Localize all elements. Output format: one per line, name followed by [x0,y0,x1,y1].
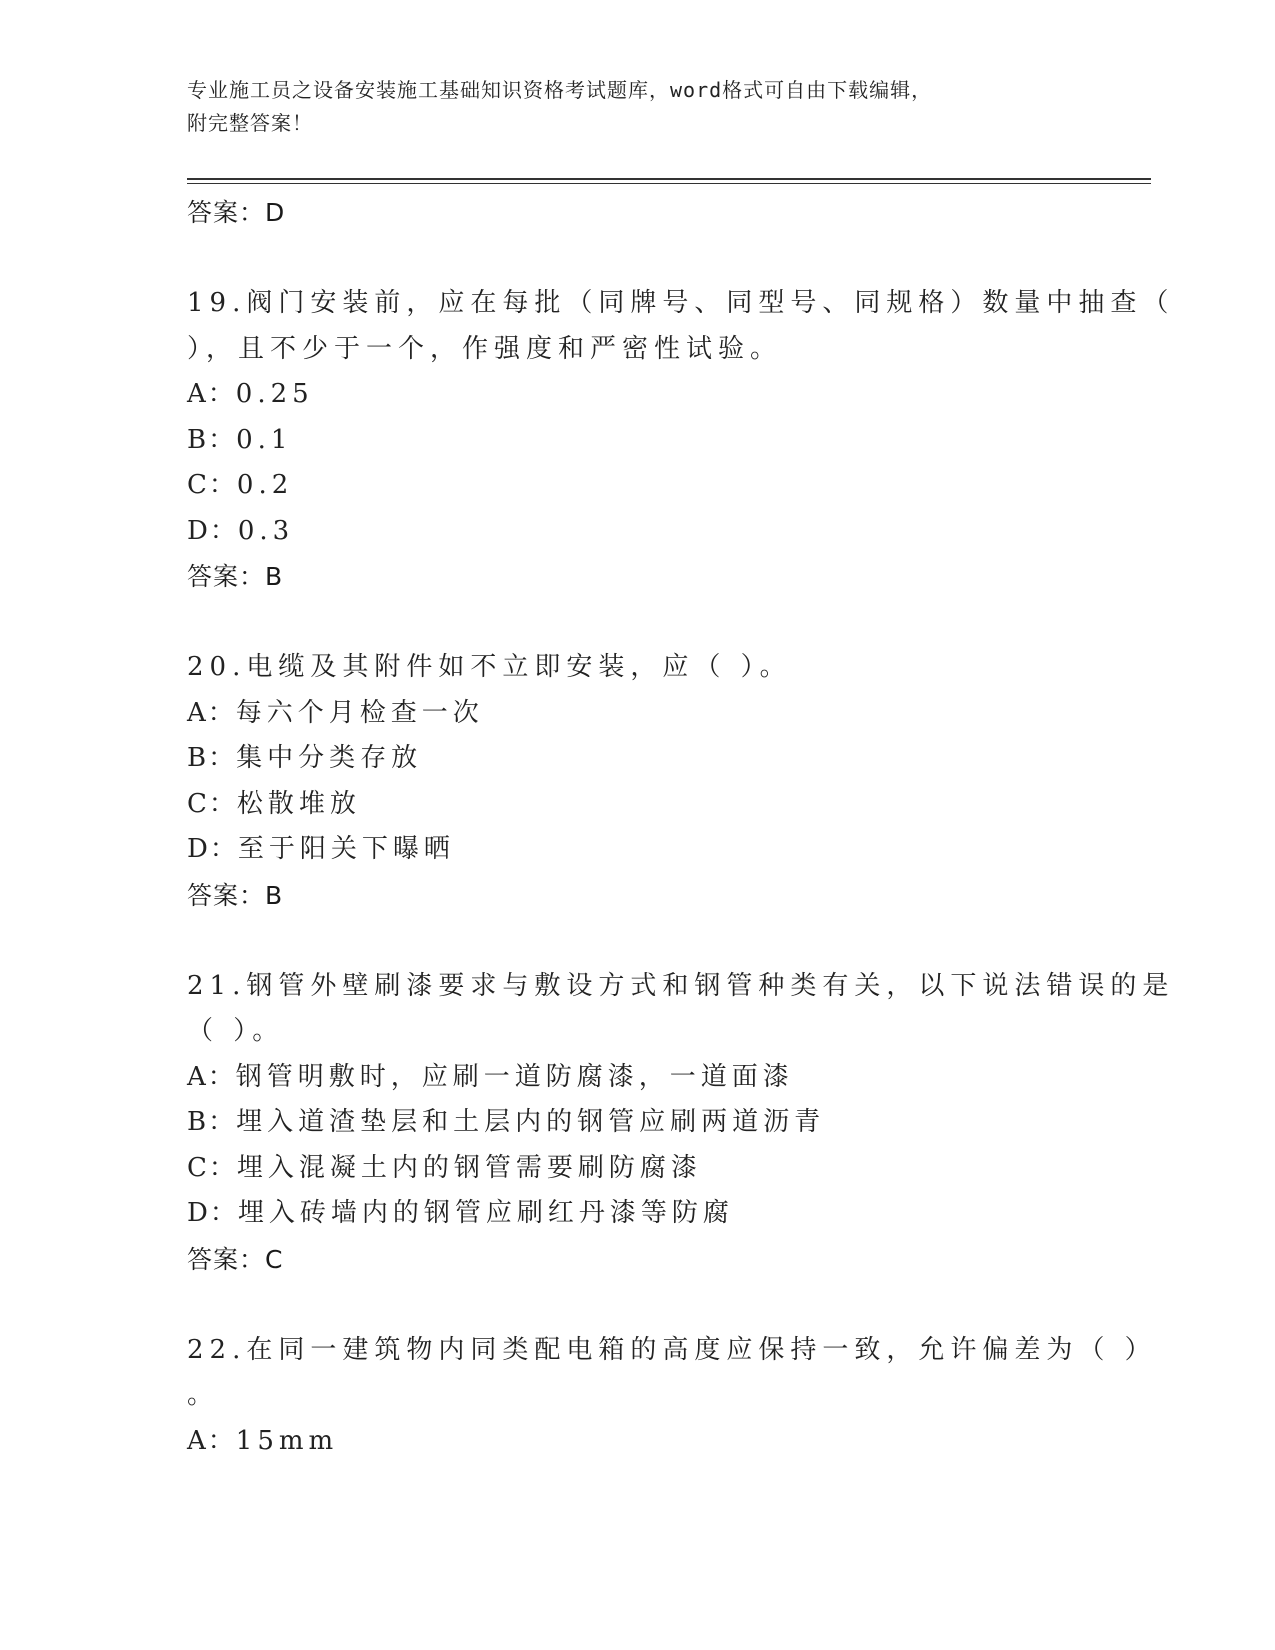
option-letter: A： [187,697,236,728]
option-c [187,463,1087,509]
header-line-2: 附完整答案！ [187,111,313,135]
question-text-line: ），且不少于一个，作强度和严密性试验。 [187,333,783,364]
question-text-line: 19.阀门安装前，应在每批（同牌号、同型号、同规格）数量中抽查（ [187,288,1175,318]
option-a [187,1419,1087,1465]
option-letter: C： [187,788,237,819]
option-letter: A： [187,379,236,409]
option-text: 0.3 [237,515,295,546]
option-letter: A： [187,1061,236,1092]
option-text: 每六个月检查一次 [235,697,484,728]
previous-answer: 答案：D [187,198,286,227]
header-rule-thick [187,178,1151,180]
option-text: 埋入砖墙内的钢管应刷红丹漆等防腐 [237,1198,734,1228]
header-rule-thin [187,183,1151,184]
question-list [187,190,1175,1464]
question-text-line: 20.电缆及其附件如不立即安装，应（ ）。 [187,652,792,682]
answer-line: 答案：C [187,1244,284,1274]
option-text: 0.25 [235,379,314,409]
option-text: 至于阳关下曝晒 [237,834,455,864]
option-text: 15mm [235,1425,339,1456]
question-text-line: 22.在同一建筑物内同类配电箱的高度应保持一致，允许偏差为（ ） [187,1334,1157,1365]
option-text: 埋入道渣垫层和土层内的钢管应刷两道沥青 [236,1107,826,1137]
question-text-line: 21.钢管外壁刷漆要求与敷设方式和钢管种类有关，以下说法错误的是 [187,970,1175,1001]
option-d [187,509,1087,555]
question-block [187,1328,1157,1465]
option-text: 松散堆放 [236,788,361,819]
option-a [187,1055,1087,1101]
option-c [187,782,1087,828]
document-header [187,74,1067,140]
option-text: 集中分类存放 [236,743,423,773]
option-letter: D： [187,1198,238,1228]
question-text-line: 。 [187,1380,220,1410]
option-d [187,827,1087,873]
option-letter: C： [187,1152,237,1183]
option-letter: A： [187,1425,236,1456]
option-text: 钢管明敷时，应刷一道防腐漆，一道面漆 [235,1061,794,1092]
option-d [187,1191,1087,1237]
option-text: 埋入混凝土内的钢管需要刷防腐漆 [236,1152,702,1183]
option-c [187,1146,1087,1192]
question-block [187,964,1175,1283]
question-text-line: （ ）。 [187,1016,285,1046]
question-block [187,645,1087,919]
option-text: 0.1 [236,424,293,455]
option-b [187,736,1087,782]
header-line-1: 专业施工员之设备安装施工基础知识资格考试题库，word格式可自由下载编辑， [187,78,933,102]
option-letter: D： [187,515,238,546]
answer-line: 答案：B [187,880,284,910]
answer-line: 答案：B [187,562,284,591]
option-letter: B： [187,1107,237,1137]
option-b [187,1100,1087,1146]
option-letter: B： [187,743,237,773]
option-text: 0.2 [236,470,294,500]
option-b [187,418,1087,464]
option-letter: D： [187,834,238,864]
option-a [187,691,1087,737]
option-letter: B： [187,424,237,455]
question-block [187,281,1175,600]
option-a [187,372,1087,418]
option-letter: C： [187,470,237,500]
